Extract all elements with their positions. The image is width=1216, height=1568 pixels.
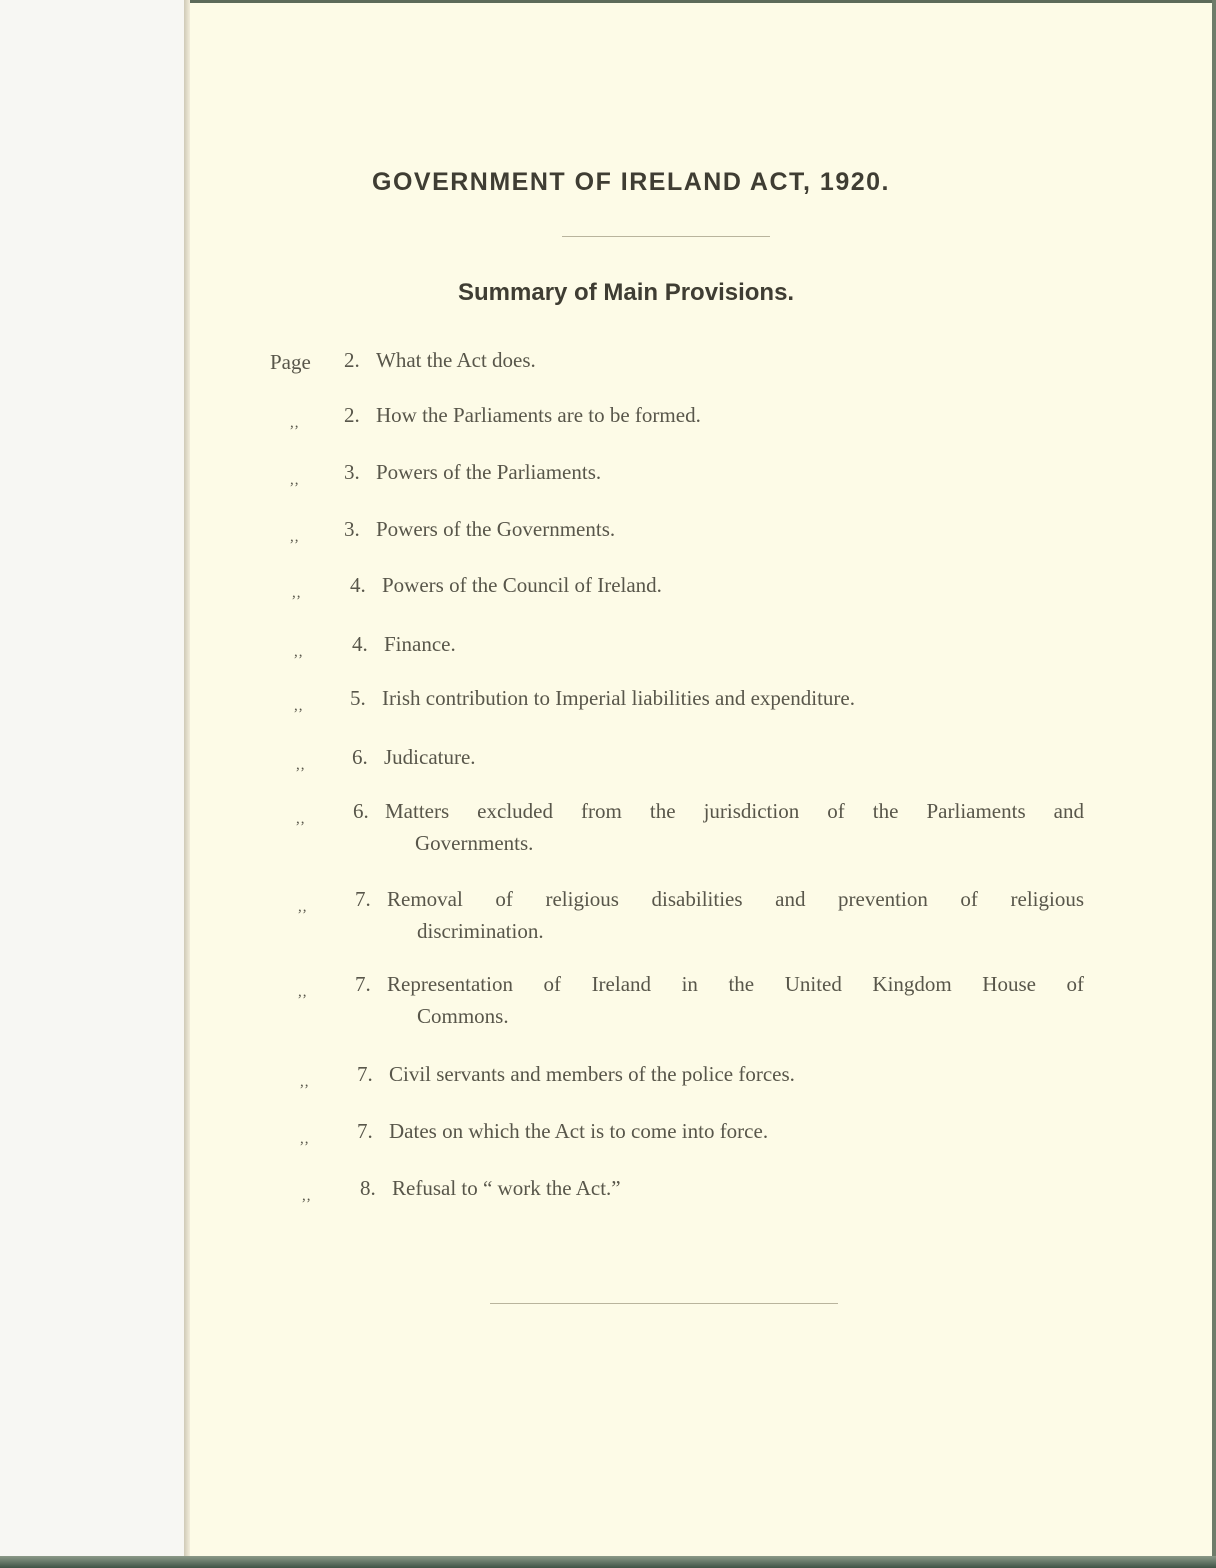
- entry-page-number: 7.: [357, 1119, 373, 1143]
- entry-text: Irish contribution to Imperial liabilities and expenditure.: [382, 686, 855, 710]
- entry-text: Matters excluded from the jurisdiction of the Parliaments and: [385, 799, 1084, 823]
- ditto-mark: ,,: [302, 1188, 312, 1204]
- entry-page-number: 3.: [344, 460, 360, 484]
- ditto-mark: ,,: [296, 811, 306, 827]
- page-label: Page: [270, 350, 311, 374]
- entry-text: How the Parliaments are to be formed.: [376, 403, 701, 427]
- ditto-mark: ,,: [298, 899, 308, 915]
- ditto-mark: ,,: [292, 585, 302, 601]
- facing-page: [0, 0, 186, 1568]
- entry-text: Powers of the Council of Ireland.: [382, 573, 662, 597]
- entry-text: Dates on which the Act is to come into force.: [389, 1119, 769, 1143]
- ditto-mark: ,,: [290, 415, 300, 431]
- entry-text: Refusal to “ work the Act.”: [392, 1176, 621, 1200]
- title-divider: [562, 236, 770, 237]
- ditto-mark: ,,: [294, 644, 304, 660]
- entry-text-continuation: Governments.: [415, 831, 534, 855]
- ditto-mark: ,,: [300, 1074, 310, 1090]
- document-page: [190, 0, 1216, 1556]
- entry-page-number: 4.: [352, 632, 368, 656]
- cover-edge-bottom: [0, 1556, 1216, 1568]
- ditto-mark: ,,: [290, 472, 300, 488]
- document-subtitle: Summary of Main Provisions.: [458, 279, 795, 306]
- entry-text: Civil servants and members of the police forces.: [389, 1062, 795, 1086]
- entry-page-number: 6.: [352, 745, 368, 769]
- entry-page-number: 3.: [344, 517, 360, 541]
- entry-text-continuation: discrimination.: [417, 919, 544, 943]
- ditto-mark: ,,: [290, 529, 300, 545]
- entry-page-number: 2.: [344, 403, 360, 427]
- end-divider: [490, 1303, 838, 1304]
- entry-text: Finance.: [384, 632, 456, 656]
- entry-text: Representation of Ireland in the United Kingdom House of: [387, 972, 1084, 996]
- entry-page-number: 7.: [355, 972, 371, 996]
- entry-text: Removal of religious disabilities and prevention of religious: [387, 887, 1084, 911]
- ditto-mark: ,,: [296, 757, 306, 773]
- ditto-mark: ,,: [300, 1131, 310, 1147]
- entry-page-number: 5.: [350, 686, 366, 710]
- ditto-mark: ,,: [298, 984, 308, 1000]
- entry-page-number: 6.: [353, 799, 369, 823]
- entry-text-continuation: Commons.: [417, 1004, 509, 1028]
- entry-page-number: 4.: [350, 573, 366, 597]
- entry-text: Powers of the Governments.: [376, 517, 616, 541]
- cover-edge-right: [1212, 0, 1216, 1568]
- cover-edge-top: [190, 0, 1216, 3]
- entry-page-number: 2.: [344, 348, 360, 372]
- entry-page-number: 7.: [357, 1062, 373, 1086]
- entry-text: What the Act does.: [376, 348, 536, 372]
- entry-text: Powers of the Parliaments.: [376, 460, 602, 484]
- entry-text: Judicature.: [384, 745, 476, 769]
- ditto-mark: ,,: [294, 698, 304, 714]
- entry-page-number: 8.: [360, 1176, 376, 1200]
- document-title: GOVERNMENT OF IRELAND ACT, 1920.: [372, 168, 890, 196]
- entry-page-number: 7.: [355, 887, 371, 911]
